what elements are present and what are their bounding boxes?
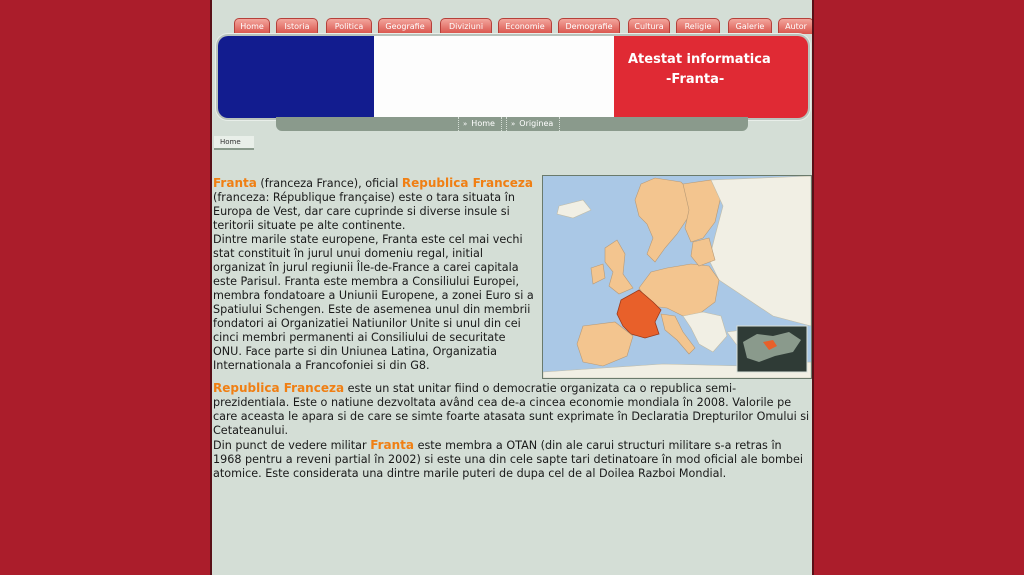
subnav-item-home[interactable]: [458, 117, 502, 131]
page-container: [210, 0, 814, 575]
subnav-item-label: Home: [471, 119, 495, 128]
nav-tab-religie[interactable]: Religie: [676, 18, 720, 34]
subnav-item-label: Originea: [519, 119, 554, 128]
intro-paragraph: [213, 176, 537, 373]
nav-tab-istoria[interactable]: Istoria: [276, 18, 318, 34]
nav-tab-politica[interactable]: Politica: [326, 18, 372, 34]
breadcrumb[interactable]: Home: [214, 136, 254, 150]
text-span: Din punct de vedere militar: [213, 439, 371, 452]
header-banner: [218, 36, 808, 118]
nav-tab-cultura[interactable]: Cultura: [628, 18, 670, 34]
highlight-republica-franceza: Republica Franceza: [213, 381, 345, 395]
europe-map-illustration: [543, 176, 811, 378]
highlight-franta: Franta: [370, 438, 415, 452]
text-span: (franceza: République française) este o tara situata în Europa de Vest, dar care cuprinde si diverse insule si teritorii situate pe alte continente.: [213, 191, 515, 232]
nav-tab-economie[interactable]: Economie: [498, 18, 552, 34]
nav-tab-home[interactable]: Home: [234, 18, 270, 34]
site-title: Atestat informatica: [628, 52, 771, 67]
site-subtitle: -Franta-: [666, 72, 725, 87]
flag-blue-stripe: [218, 36, 374, 118]
text-span: Dintre marile state europene, Franta este cel mai vechi stat constituit în jurul unui domeniu regal, initial organizat în jurul regiunii Île-de-France a carei capitala este Parisul. Franta este membra a Consiliului Europei, membra fondatoare a Uniunii Europene, a zonei Euro si a Spatiului Schengen. Este de asemenea unul din membrii fondatori ai Organizatiei Natiunilor Unite si unul din cei cinci membri permanenti ai Consiliului de securitate ONU. Face parte si din Uniunea Latina, Organizatia Internationala a Francofoniei si din G8.: [213, 233, 534, 372]
double-chevron-right-icon: »: [511, 120, 516, 128]
nav-tab-galerie[interactable]: Galerie: [728, 18, 772, 34]
text-span: (franceza France), oficial: [256, 177, 402, 190]
flag-white-stripe: [374, 36, 614, 118]
nav-tab-geografie[interactable]: Geografie: [378, 18, 432, 34]
nav-tab-autor[interactable]: Autor: [778, 18, 814, 34]
text-span: este membra a OTAN (din ale carui structuri militare s-a retras în 1968 pentru a reveni partial în 2002) si este una din cele sapte tari detinatoare în mod oficial ale bombei atomice. Este considerata una dintre marile puteri de dupa cel de al Doilea Razboi Mondial.: [213, 439, 804, 480]
double-chevron-right-icon: »: [463, 120, 468, 128]
highlight-franta: Franta: [213, 176, 257, 190]
second-paragraph: [213, 381, 811, 481]
highlight-republica-franceza: Republica Franceza: [401, 176, 533, 190]
text-span: este un stat unitar fiind o democratie organizata ca o republica semi-prezidentiala. Este o natiune dezvoltata având cea de-a cincea economie mondiala în 2008. Valorile pe care aceasta le apara si de care se simte foarte atasata sunt exprimate în Declaratia Drepturilor Omului si Cetateanului.: [213, 382, 810, 437]
sub-navigation: [276, 117, 748, 131]
europe-map-image: [542, 175, 812, 379]
nav-tab-demografie[interactable]: Demografie: [558, 18, 620, 34]
nav-tab-diviziuni[interactable]: Diviziuni: [440, 18, 492, 34]
subnav-item-originea[interactable]: [506, 117, 560, 131]
